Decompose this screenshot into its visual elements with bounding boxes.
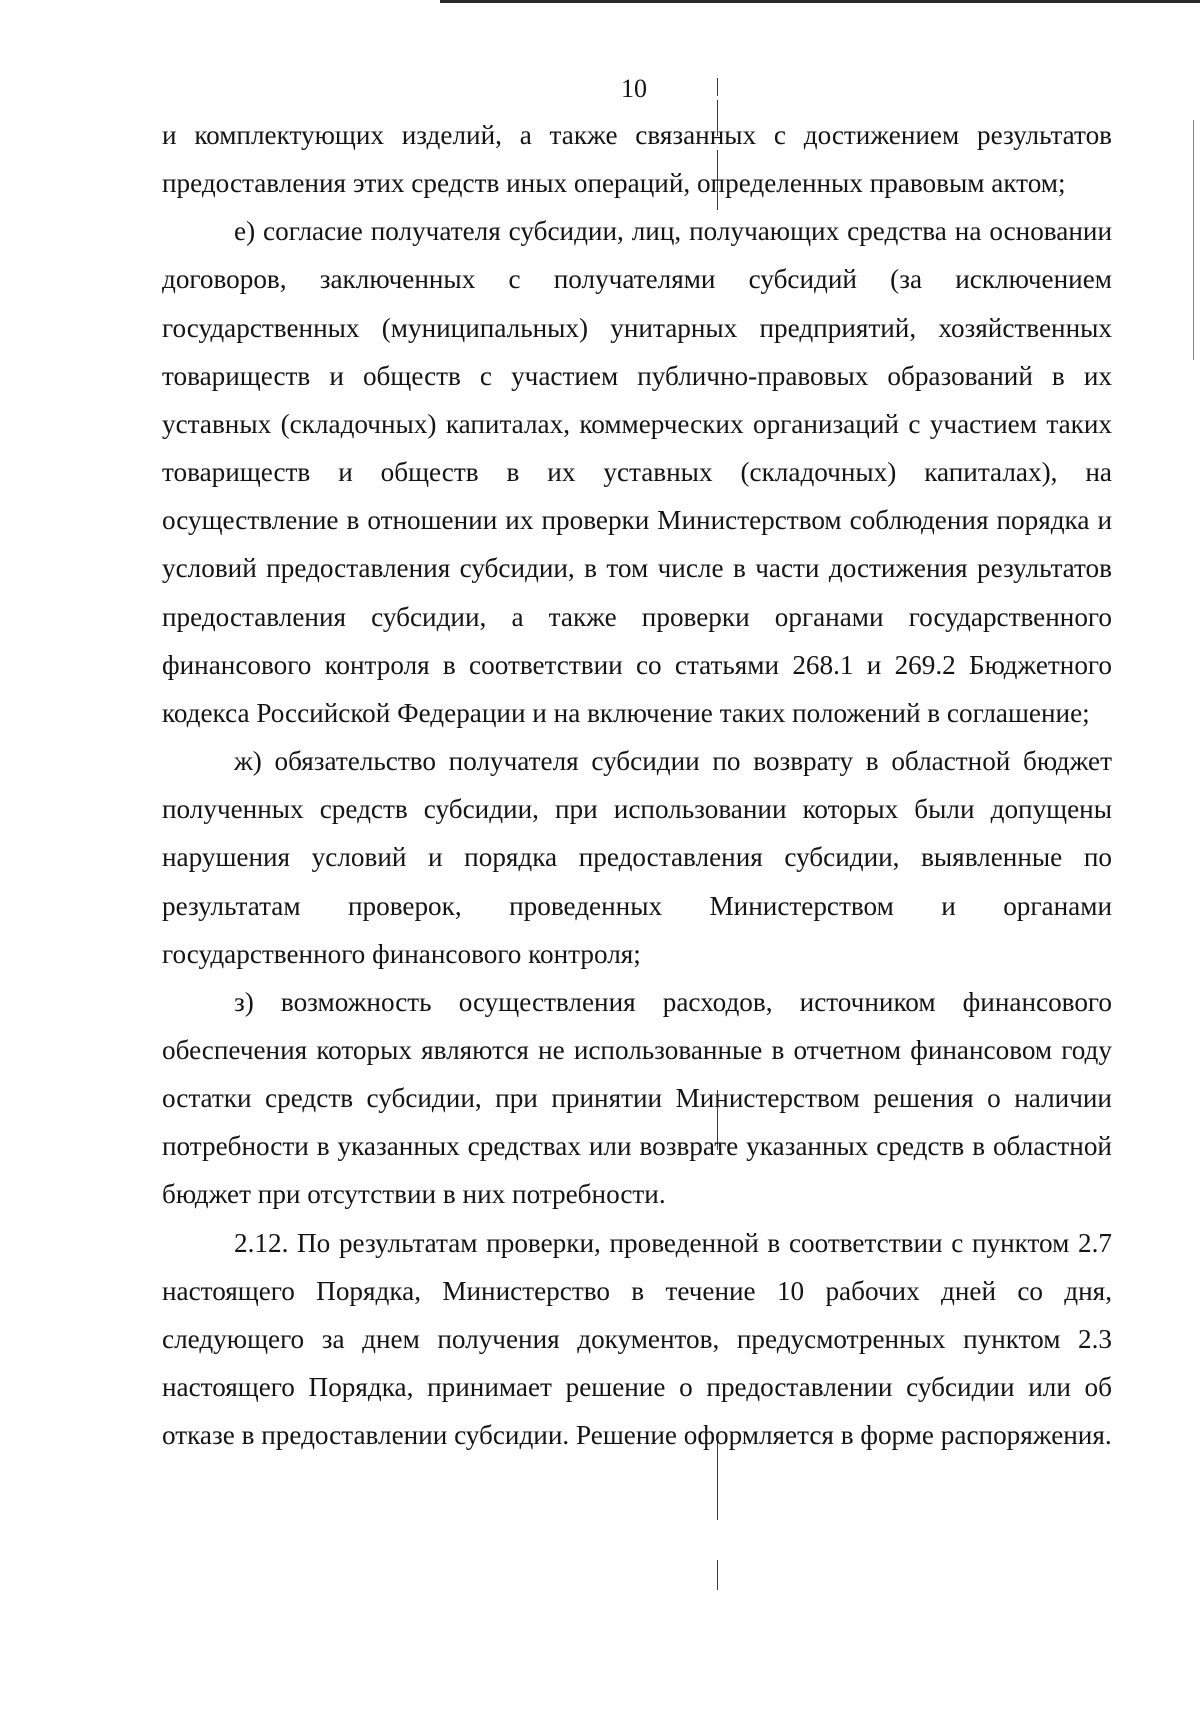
page-number: 10 xyxy=(621,74,647,103)
paragraph-clause-2-12: 2.12. По результатам проверки, проведенной в соответствии с пунктом 2.7 настоящего Порядка, Министерство в течение 10 рабочих дней со дня, следующего за днем получения документов, предусмотренных пунктом 2.3 настоящего Порядка, принимает решение о предоставлении субсидии или об отказе в предоставлении субсидии. Решение оформляется в форме распоряжения. xyxy=(162,1227,1112,1451)
scan-right-edge-line xyxy=(1193,120,1194,360)
paragraph-continuation: и комплектующих изделий, а также связанных с достижением результатов предоставления этих средств иных операций, определенных правовым актом; xyxy=(162,120,1112,199)
document-body xyxy=(162,111,1112,1459)
scan-artifact-line xyxy=(717,1560,718,1590)
paragraph-item-zh: ж) обязательство получателя субсидии по возврату в областной бюджет полученных средств субсидии, при использовании которых были допущены нарушения условий и порядка предоставления субсидии, выявленные по результатам проверок, проведенных Министерством и органами государственного финансового контроля; xyxy=(162,746,1112,969)
paragraph-item-e: е) согласие получателя субсидии, лиц, получающих средства на основании договоров, заключенных с получателями субсидий (за исключением государственных (муниципальных) унитарных предприятий, хозяйственных товариществ и обществ с участием публично-правовых образований в их уставных (складочных) капиталах, коммерческих организаций с участием таких товариществ и обществ в их уставных (складочных) капиталах), на осуществление в отношении их проверки Министерством соблюдения порядка и условий предоставления субсидии, в том числе в части достижения результатов предоставления субсидии, а также проверки органами государственного финансового контроля в соответствии со статьями 268.1 и 269.2 Бюджетного кодекса Российской Федерации и на включение таких положений в соглашение; xyxy=(162,216,1112,728)
scan-top-rule xyxy=(440,0,1200,3)
paragraph-item-z: з) возможность осуществления расходов, источником финансового обеспечения которых являются не использованные в отчетном финансовом году остатки средств субсидии, при принятии Министерством решения о наличии потребности в указанных средствах или возврате указанных средств в областной бюджет при отсутствии в них потребности. xyxy=(162,986,1112,1210)
